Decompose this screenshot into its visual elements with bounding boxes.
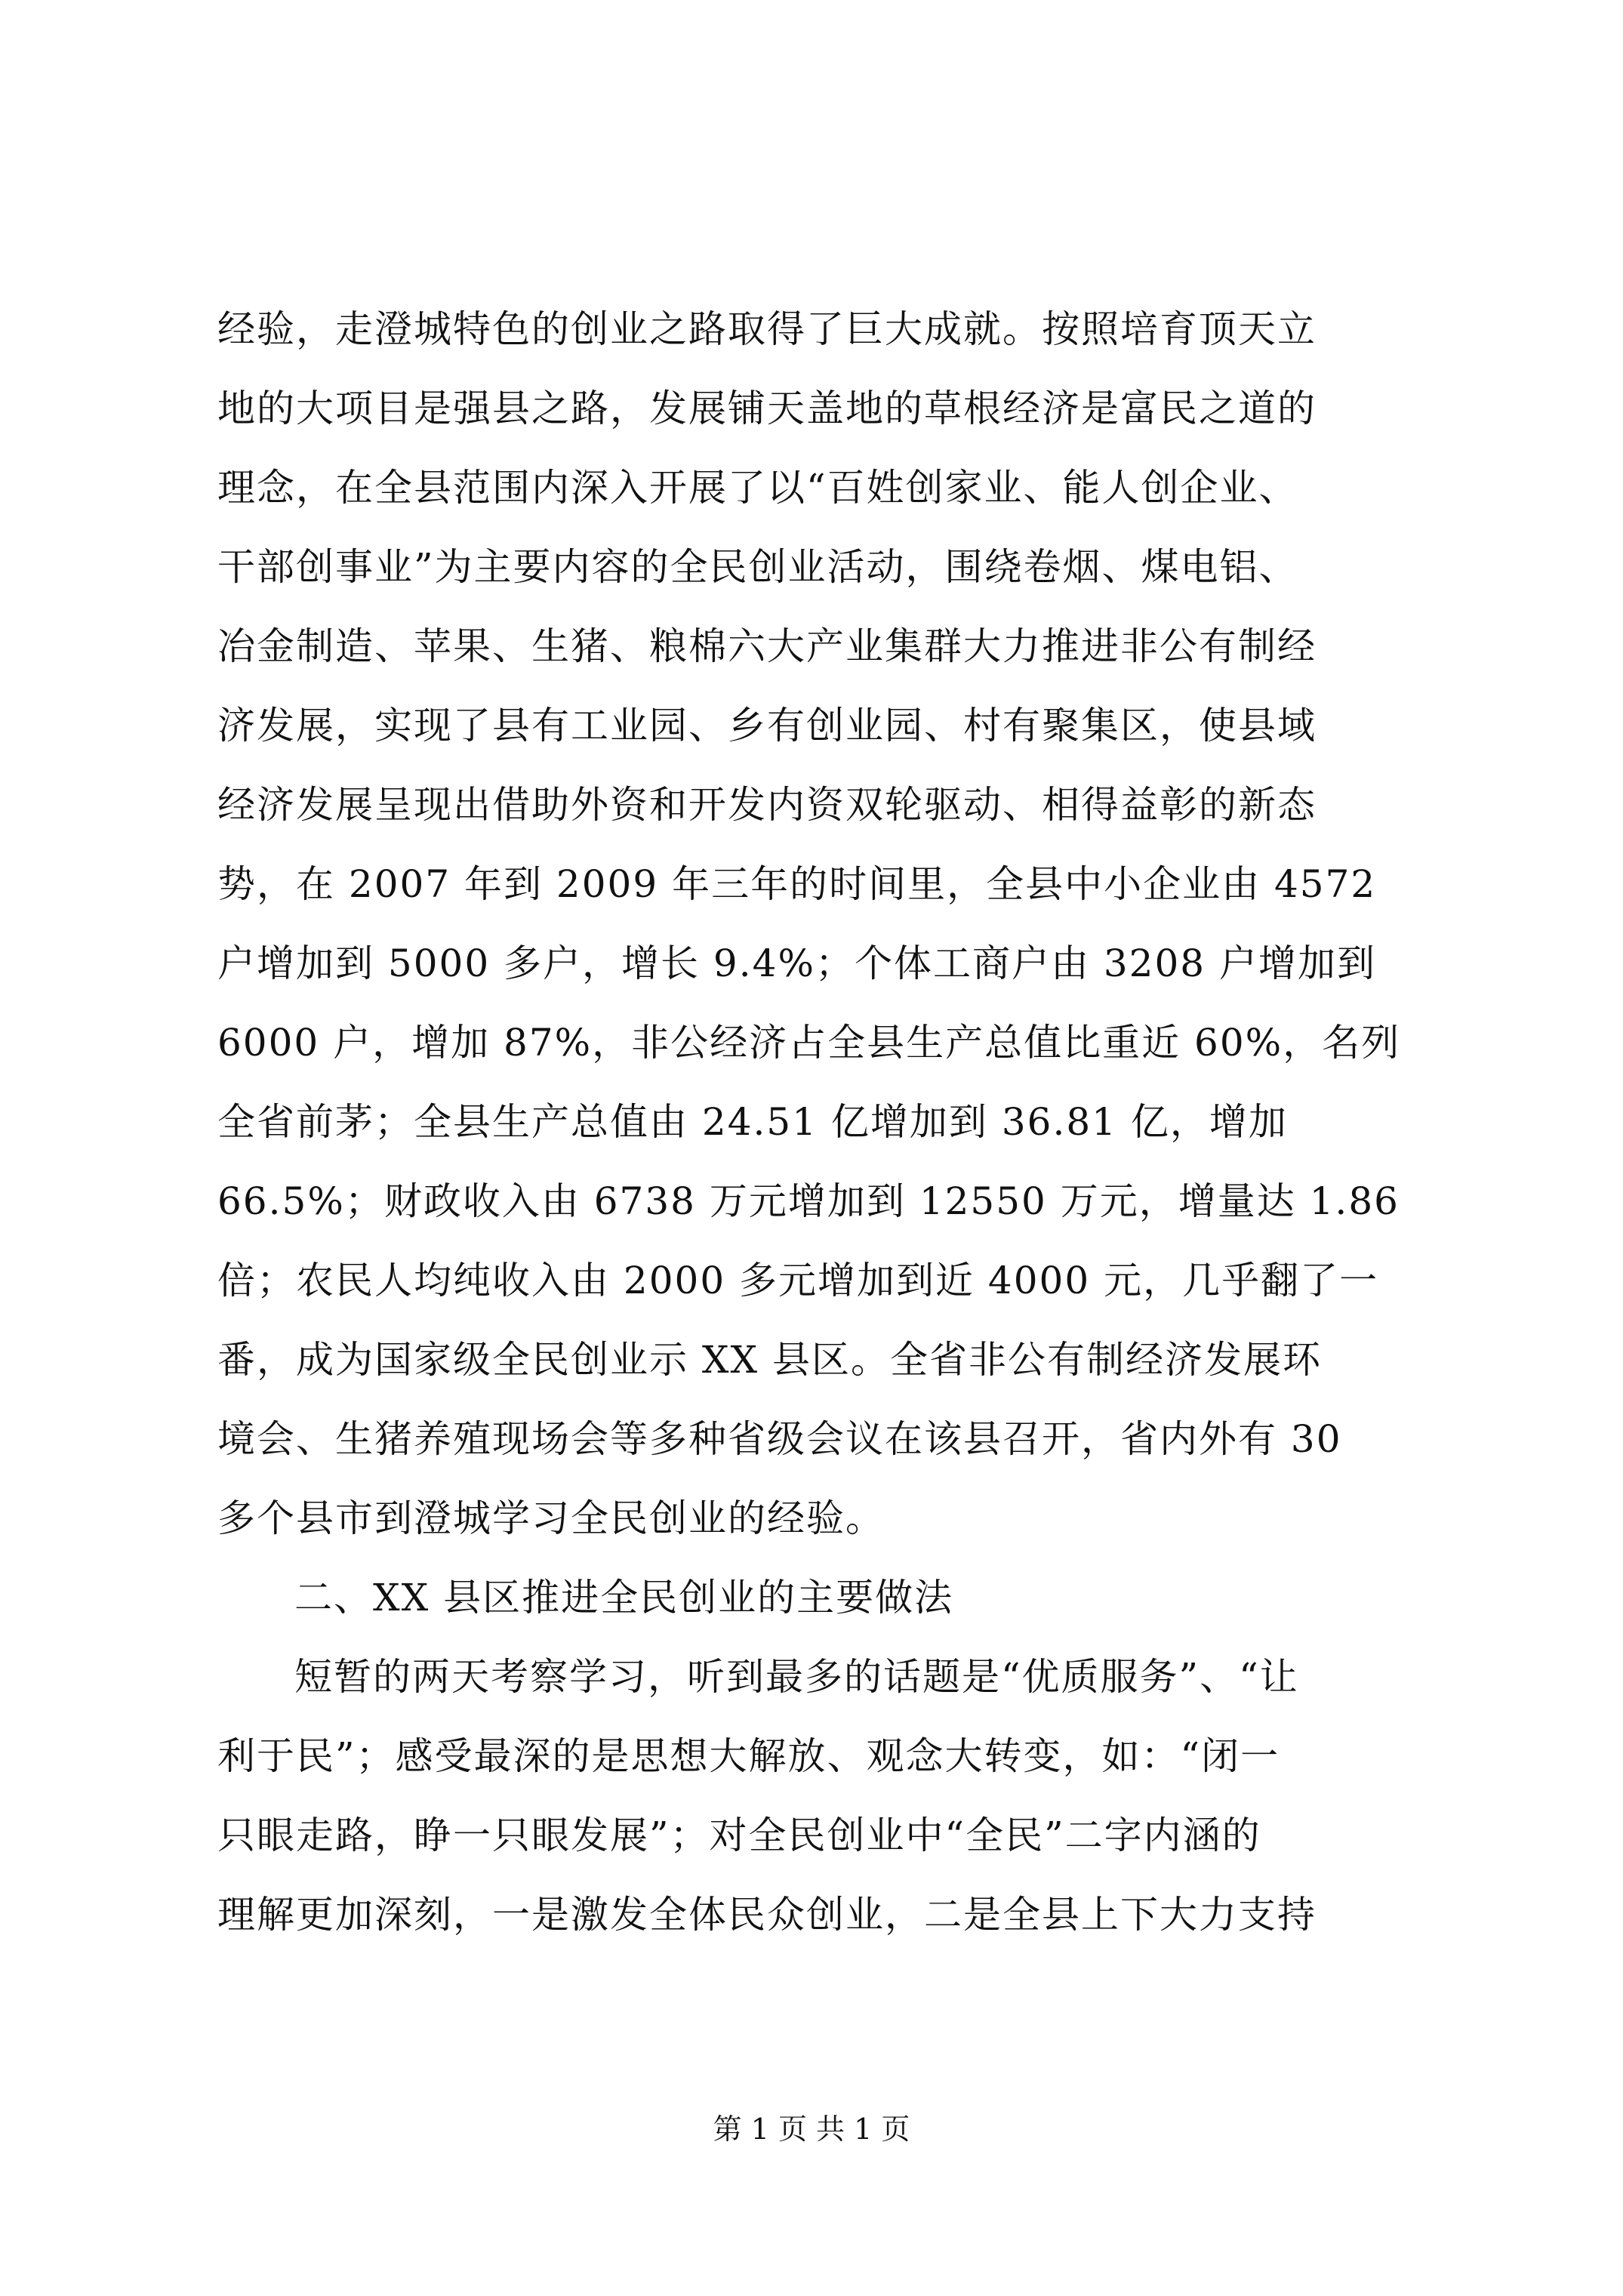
text-line: 多个县市到澄城学习全民创业的经验。 [217, 1496, 885, 1540]
text-line: 境会、生猪养殖现场会等多种省级会议在该县召开，省内外有 30 [217, 1417, 1342, 1461]
text-line: 只眼走路，睁一只眼发展”；对全民创业中“全民”二字内涵的 [217, 1814, 1261, 1857]
page-number-footer: 第 1 页 共 1 页 [713, 2113, 910, 2146]
text-line: 干部创事业”为主要内容的全民创业活动，围绕卷烟、煤电铝、 [217, 545, 1298, 589]
text-line: 冶金制造、苹果、生猪、粮棉六大产业集群大力推进非公有制经 [217, 624, 1317, 668]
text-line: 短暂的两天考察学习，听到最多的话题是“优质服务”、“让 [294, 1655, 1299, 1699]
section-heading: 二、XX 县区推进全民创业的主要做法 [294, 1576, 954, 1620]
text-line: 理解更加深刻，一是激发全体民众创业，二是全县上下大力支持 [217, 1893, 1317, 1937]
text-line: 户增加到 5000 多户，增长 9.4%；个体工商户由 3208 户增加到 [217, 942, 1376, 985]
text-line: 番，成为国家级全民创业示 XX 县区。全省非公有制经济发展环 [217, 1338, 1322, 1382]
text-line: 济发展，实现了县有工业园、乡有创业园、村有聚集区，使县域 [217, 704, 1317, 747]
text-line: 经验，走澄城特色的创业之路取得了巨大成就。按照培育顶天立 [217, 307, 1317, 351]
text-line: 地的大项目是强县之路，发展铺天盖地的草根经济是富民之道的 [217, 387, 1317, 430]
text-line: 经济发展呈现出借助外资和开发内资双轮驱动、相得益彰的新态 [217, 783, 1317, 827]
text-line: 理念，在全县范围内深入开展了以“百姓创家业、能人创企业、 [217, 466, 1298, 510]
text-line: 倍；农民人均纯收入由 2000 多元增加到近 4000 元，几乎翻了一 [217, 1259, 1379, 1302]
text-line: 势，在 2007 年到 2009 年三年的时间里，全县中小企业由 4572 [217, 862, 1377, 906]
text-line: 利于民”；感受最深的是思想大解放、观念大转变，如：“闭一 [217, 1734, 1280, 1778]
text-line: 全省前茅；全县生产总值由 24.51 亿增加到 36.81 亿，增加 [217, 1100, 1288, 1144]
text-line: 6000 户，增加 87%，非公经济占全县生产总值比重近 60%，名列 [217, 1021, 1401, 1065]
text-line: 66.5%；财政收入由 6738 万元增加到 12550 万元，增量达 1.86 [217, 1179, 1400, 1223]
